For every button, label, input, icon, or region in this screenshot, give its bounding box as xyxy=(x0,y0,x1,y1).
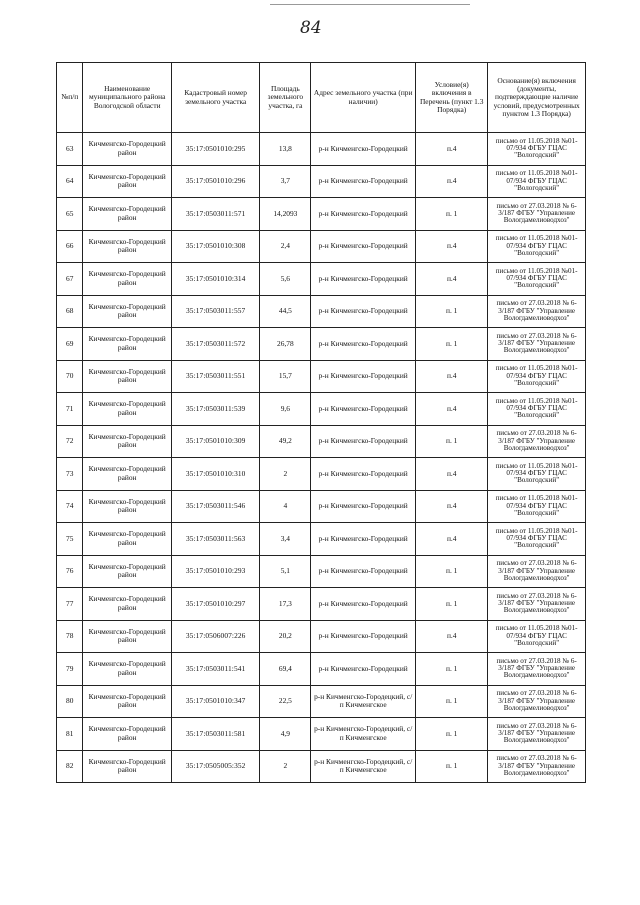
header-cadastral: Кадастровый номер земельного участка xyxy=(171,63,260,133)
cell-condition: п. 1 xyxy=(416,328,488,361)
table-row xyxy=(57,588,586,621)
cell-district: Кичменгско-Городецкий район xyxy=(83,523,172,556)
cell-area: 14,2093 xyxy=(260,198,311,231)
cell-num: 66 xyxy=(57,230,83,263)
cell-basis: письмо от 11.05.2018 №01-07/934 ФГБУ ГЦАС "Вологодский" xyxy=(488,360,586,393)
cell-address: р-н Кичменгско-Городецкий xyxy=(311,393,416,426)
cell-condition: п. 1 xyxy=(416,555,488,588)
cell-condition: п.4 xyxy=(416,458,488,491)
cell-address: р-н Кичменгско-Городецкий xyxy=(311,360,416,393)
cell-area: 2 xyxy=(260,458,311,491)
cell-basis: письмо от 27.03.2018 № 6-3/187 ФГБУ "Управление Вологдамелиоводхоз" xyxy=(488,588,586,621)
cell-address: р-н Кичменгско-Городецкий xyxy=(311,588,416,621)
table-row xyxy=(57,393,586,426)
cell-basis: письмо от 11.05.2018 №01-07/934 ФГБУ ГЦАС "Вологодский" xyxy=(488,230,586,263)
table-row xyxy=(57,328,586,361)
cell-num: 63 xyxy=(57,133,83,166)
cell-cadastral: 35:17:0503011:541 xyxy=(171,653,260,686)
cell-cadastral: 35:17:0503011:557 xyxy=(171,295,260,328)
header-address: Адрес земельного участка (при наличии) xyxy=(311,63,416,133)
cell-condition: п. 1 xyxy=(416,198,488,231)
page-number: 84 xyxy=(300,18,322,38)
cell-address: р-н Кичменгско-Городецкий, с/п Кичменгское xyxy=(311,718,416,751)
cell-address: р-н Кичменгско-Городецкий xyxy=(311,425,416,458)
cell-cadastral: 35:17:0503011:572 xyxy=(171,328,260,361)
cell-num: 71 xyxy=(57,393,83,426)
cell-area: 15,7 xyxy=(260,360,311,393)
cell-area: 26,78 xyxy=(260,328,311,361)
table-row xyxy=(57,198,586,231)
cell-condition: п.4 xyxy=(416,393,488,426)
cell-area: 17,3 xyxy=(260,588,311,621)
cell-address: р-н Кичменгско-Городецкий, с/п Кичменгское xyxy=(311,750,416,783)
cell-cadastral: 35:17:0503011:551 xyxy=(171,360,260,393)
cell-area: 3,4 xyxy=(260,523,311,556)
cell-address: р-н Кичменгско-Городецкий xyxy=(311,555,416,588)
cell-district: Кичменгско-Городецкий район xyxy=(83,133,172,166)
cell-basis: письмо от 27.03.2018 № 6-3/187 ФГБУ "Управление Вологдамелиоводхоз" xyxy=(488,685,586,718)
cell-area: 2 xyxy=(260,750,311,783)
cell-basis: письмо от 11.05.2018 №01-07/934 ФГБУ ГЦАС "Вологодский" xyxy=(488,165,586,198)
cell-basis: письмо от 27.03.2018 № 6-3/187 ФГБУ "Управление Вологдамелиоводхоз" xyxy=(488,295,586,328)
cell-area: 4,9 xyxy=(260,718,311,751)
cell-num: 67 xyxy=(57,263,83,296)
cell-condition: п.4 xyxy=(416,523,488,556)
table-body xyxy=(57,133,586,783)
cell-address: р-н Кичменгско-Городецкий xyxy=(311,490,416,523)
cell-condition: п.4 xyxy=(416,165,488,198)
cell-condition: п.4 xyxy=(416,230,488,263)
cell-condition: п.4 xyxy=(416,490,488,523)
cell-address: р-н Кичменгско-Городецкий xyxy=(311,523,416,556)
cell-district: Кичменгско-Городецкий район xyxy=(83,653,172,686)
table-header-row xyxy=(57,63,586,133)
cell-num: 74 xyxy=(57,490,83,523)
cell-cadastral: 35:17:0501010:347 xyxy=(171,685,260,718)
cell-num: 75 xyxy=(57,523,83,556)
cell-basis: письмо от 27.03.2018 № 6-3/187 ФГБУ "Управление Вологдамелиоводхоз" xyxy=(488,328,586,361)
table-row xyxy=(57,230,586,263)
cell-num: 73 xyxy=(57,458,83,491)
cell-address: р-н Кичменгско-Городецкий xyxy=(311,133,416,166)
cell-district: Кичменгско-Городецкий район xyxy=(83,230,172,263)
cell-condition: п. 1 xyxy=(416,653,488,686)
cell-num: 82 xyxy=(57,750,83,783)
table-row xyxy=(57,523,586,556)
cell-num: 80 xyxy=(57,685,83,718)
cell-district: Кичменгско-Городецкий район xyxy=(83,555,172,588)
cell-cadastral: 35:17:0503011:571 xyxy=(171,198,260,231)
cell-district: Кичменгско-Городецкий район xyxy=(83,263,172,296)
top-rule xyxy=(270,4,470,5)
cell-num: 70 xyxy=(57,360,83,393)
cell-address: р-н Кичменгско-Городецкий xyxy=(311,653,416,686)
cell-basis: письмо от 11.05.2018 №01-07/934 ФГБУ ГЦАС "Вологодский" xyxy=(488,263,586,296)
cell-area: 20,2 xyxy=(260,620,311,653)
table-row xyxy=(57,458,586,491)
cell-num: 72 xyxy=(57,425,83,458)
cell-district: Кичменгско-Городецкий район xyxy=(83,490,172,523)
cell-condition: п. 1 xyxy=(416,750,488,783)
cell-cadastral: 35:17:0503011:539 xyxy=(171,393,260,426)
cell-area: 13,8 xyxy=(260,133,311,166)
table-row xyxy=(57,653,586,686)
cell-cadastral: 35:17:0501010:297 xyxy=(171,588,260,621)
cell-basis: письмо от 27.03.2018 № 6-3/187 ФГБУ "Управление Вологдамелиоводхоз" xyxy=(488,198,586,231)
cell-condition: п. 1 xyxy=(416,685,488,718)
cell-area: 5,6 xyxy=(260,263,311,296)
cell-basis: письмо от 27.03.2018 № 6-3/187 ФГБУ "Управление Вологдамелиоводхоз" xyxy=(488,718,586,751)
cell-num: 77 xyxy=(57,588,83,621)
cell-num: 68 xyxy=(57,295,83,328)
cell-district: Кичменгско-Городецкий район xyxy=(83,458,172,491)
cell-cadastral: 35:17:0503011:581 xyxy=(171,718,260,751)
cell-condition: п.4 xyxy=(416,263,488,296)
table-row xyxy=(57,360,586,393)
cell-cadastral: 35:17:0503011:563 xyxy=(171,523,260,556)
cell-basis: письмо от 11.05.2018 №01-07/934 ФГБУ ГЦАС "Вологодский" xyxy=(488,458,586,491)
cell-address: р-н Кичменгско-Городецкий xyxy=(311,458,416,491)
cell-area: 69,4 xyxy=(260,653,311,686)
table-row xyxy=(57,425,586,458)
cell-district: Кичменгско-Городецкий район xyxy=(83,425,172,458)
cell-district: Кичменгско-Городецкий район xyxy=(83,295,172,328)
cell-num: 76 xyxy=(57,555,83,588)
cell-district: Кичменгско-Городецкий район xyxy=(83,165,172,198)
cell-cadastral: 35:17:0501010:309 xyxy=(171,425,260,458)
cell-condition: п.4 xyxy=(416,133,488,166)
cell-num: 79 xyxy=(57,653,83,686)
cell-district: Кичменгско-Городецкий район xyxy=(83,198,172,231)
cell-district: Кичменгско-Городецкий район xyxy=(83,360,172,393)
cell-condition: п.4 xyxy=(416,620,488,653)
cell-area: 9,6 xyxy=(260,393,311,426)
cell-basis: письмо от 27.03.2018 № 6-3/187 ФГБУ "Управление Вологдамелиоводхоз" xyxy=(488,425,586,458)
table-row xyxy=(57,750,586,783)
cell-district: Кичменгско-Городецкий район xyxy=(83,620,172,653)
cell-basis: письмо от 11.05.2018 №01-07/934 ФГБУ ГЦАС "Вологодский" xyxy=(488,490,586,523)
cell-district: Кичменгско-Городецкий район xyxy=(83,750,172,783)
cell-address: р-н Кичменгско-Городецкий xyxy=(311,165,416,198)
cell-num: 64 xyxy=(57,165,83,198)
cell-district: Кичменгско-Городецкий район xyxy=(83,328,172,361)
cell-cadastral: 35:17:0501010:295 xyxy=(171,133,260,166)
table-row xyxy=(57,718,586,751)
cell-basis: письмо от 27.03.2018 № 6-3/187 ФГБУ "Управление Вологдамелиоводхоз" xyxy=(488,653,586,686)
cell-district: Кичменгско-Городецкий район xyxy=(83,588,172,621)
cell-basis: письмо от 11.05.2018 №01-07/934 ФГБУ ГЦАС "Вологодский" xyxy=(488,523,586,556)
cell-cadastral: 35:17:0505005:352 xyxy=(171,750,260,783)
cell-address: р-н Кичменгско-Городецкий xyxy=(311,230,416,263)
cell-cadastral: 35:17:0506007:226 xyxy=(171,620,260,653)
table-row xyxy=(57,133,586,166)
cell-area: 5,1 xyxy=(260,555,311,588)
cell-condition: п.4 xyxy=(416,360,488,393)
cell-district: Кичменгско-Городецкий район xyxy=(83,393,172,426)
header-basis: Основание(я) включения (документы, подтверждающие наличие условий, предусмотренных пунктом 1.3 Порядка) xyxy=(488,63,586,133)
cell-cadastral: 35:17:0503011:546 xyxy=(171,490,260,523)
table-row xyxy=(57,295,586,328)
cell-basis: письмо от 11.05.2018 №01-07/934 ФГБУ ГЦАС "Вологодский" xyxy=(488,620,586,653)
cell-basis: письмо от 11.05.2018 №01-07/934 ФГБУ ГЦАС "Вологодский" xyxy=(488,133,586,166)
cell-cadastral: 35:17:0501010:314 xyxy=(171,263,260,296)
cell-basis: письмо от 27.03.2018 № 6-3/187 ФГБУ "Управление Вологдамелиоводхоз" xyxy=(488,750,586,783)
cell-address: р-н Кичменгско-Городецкий xyxy=(311,263,416,296)
table-row xyxy=(57,263,586,296)
cell-address: р-н Кичменгско-Городецкий xyxy=(311,198,416,231)
cell-area: 3,7 xyxy=(260,165,311,198)
cell-address: р-н Кичменгско-Городецкий xyxy=(311,328,416,361)
table-row xyxy=(57,555,586,588)
header-num: №п/п xyxy=(57,63,83,133)
cell-cadastral: 35:17:0501010:293 xyxy=(171,555,260,588)
land-plots-table xyxy=(56,62,586,783)
cell-area: 4 xyxy=(260,490,311,523)
table-row xyxy=(57,620,586,653)
cell-basis: письмо от 27.03.2018 № 6-3/187 ФГБУ "Управление Вологдамелиоводхоз" xyxy=(488,555,586,588)
cell-basis: письмо от 11.05.2018 №01-07/934 ФГБУ ГЦАС "Вологодский" xyxy=(488,393,586,426)
table-row xyxy=(57,165,586,198)
cell-district: Кичменгско-Городецкий район xyxy=(83,685,172,718)
cell-area: 22,5 xyxy=(260,685,311,718)
cell-area: 49,2 xyxy=(260,425,311,458)
cell-cadastral: 35:17:0501010:310 xyxy=(171,458,260,491)
cell-area: 44,5 xyxy=(260,295,311,328)
cell-condition: п. 1 xyxy=(416,718,488,751)
cell-cadastral: 35:17:0501010:308 xyxy=(171,230,260,263)
cell-cadastral: 35:17:0501010:296 xyxy=(171,165,260,198)
cell-condition: п. 1 xyxy=(416,425,488,458)
cell-condition: п. 1 xyxy=(416,295,488,328)
header-area: Площадь земельного участка, га xyxy=(260,63,311,133)
cell-num: 69 xyxy=(57,328,83,361)
cell-num: 65 xyxy=(57,198,83,231)
header-condition: Условие(я) включения в Перечень (пункт 1.3 Порядка) xyxy=(416,63,488,133)
cell-num: 78 xyxy=(57,620,83,653)
cell-district: Кичменгско-Городецкий район xyxy=(83,718,172,751)
cell-area: 2,4 xyxy=(260,230,311,263)
cell-num: 81 xyxy=(57,718,83,751)
header-district: Наименование муниципального района Вологодской области xyxy=(83,63,172,133)
cell-condition: п. 1 xyxy=(416,588,488,621)
cell-address: р-н Кичменгско-Городецкий xyxy=(311,620,416,653)
cell-address: р-н Кичменгско-Городецкий xyxy=(311,295,416,328)
table-row xyxy=(57,490,586,523)
table-row xyxy=(57,685,586,718)
cell-address: р-н Кичменгско-Городецкий, с/п Кичменгское xyxy=(311,685,416,718)
